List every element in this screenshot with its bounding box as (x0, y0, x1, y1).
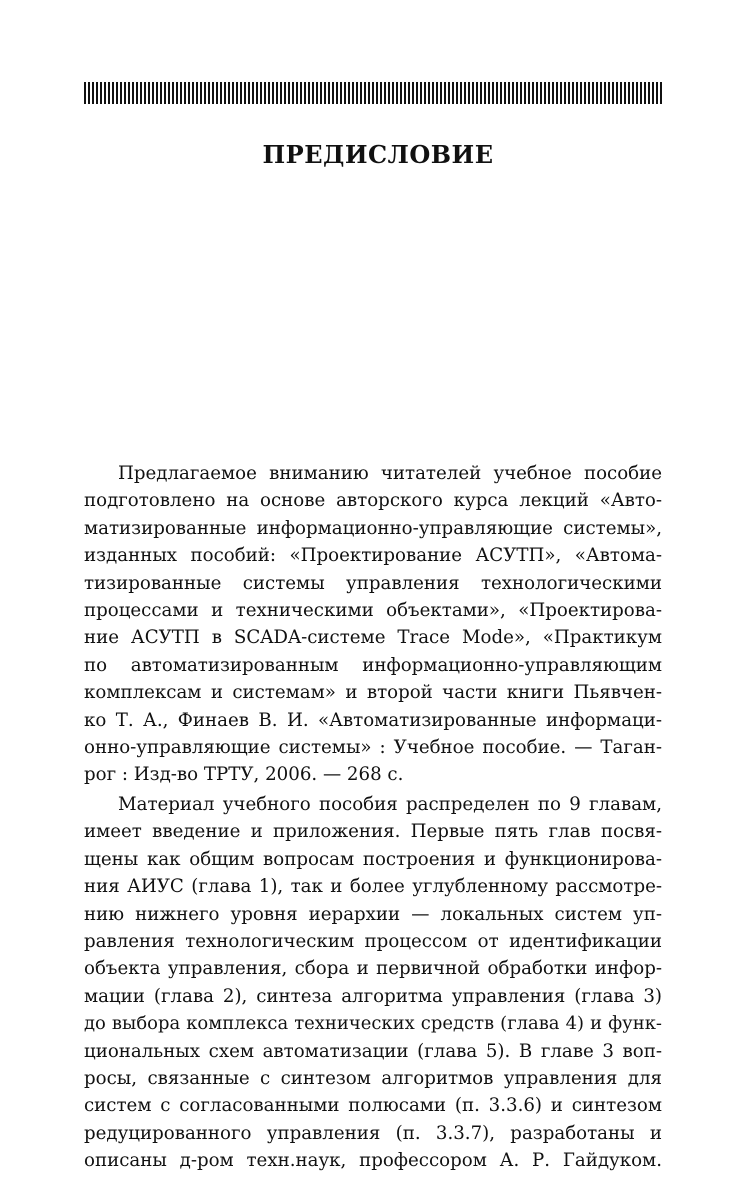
text-line: подготовлено на основе авторского курса лекций «Авто- (84, 490, 662, 512)
paragraph (84, 791, 662, 1175)
text-line: Предлагаемое вниманию читателей учебное пособие (118, 463, 662, 484)
text-line: рог : Изд-во ТРТУ, 2006. — 268 с. (84, 764, 404, 786)
text-line: имеет введение и приложения. Первые пять глав посвя- (84, 821, 662, 843)
text-line: систем с согласованными полюсами (п. 3.3.6) и синтезом (84, 1095, 662, 1117)
text-line: равления технологическим процессом от идентификации (84, 930, 662, 952)
page-title: ПРЕДИСЛОВИЕ (262, 140, 494, 169)
text-line: комплексам и системам» и второй части книги Пьявчен- (84, 682, 662, 704)
text-line: росы, связанные с синтезом алгоритмов управления для (84, 1067, 662, 1089)
text-line: ко Т. А., Финаев В. И. «Автоматизированные информаци- (84, 709, 662, 731)
text-line: щены как общим вопросам построения и функционирова- (84, 848, 662, 870)
text-line: тизированные системы управления технологическими (84, 572, 662, 594)
text-line: объекта управления, сбора и первичной обработки инфор- (84, 958, 662, 980)
text-line: циональных схем автоматизации (глава 5). В главе 3 воп- (84, 1040, 662, 1062)
text-line: ния АИУС (глава 1), так и более углубленному рассмотре- (84, 876, 662, 898)
text-line: матизированные информационно-управляющие системы», (84, 517, 662, 539)
text-line: процессами и техническими объектами», «Проектирова- (84, 600, 662, 622)
paragraph (84, 460, 662, 789)
text-line: Материал учебного пособия распределен по 9 главам, (118, 793, 662, 815)
text-line: ние АСУТП в SCADA-системе Trace Mode», «Практикум (84, 627, 662, 649)
text-line: онно-управляющие системы» : Учебное пособие. — Таган- (84, 737, 662, 759)
text-line: по автоматизированным информационно-управляющим (84, 654, 662, 676)
text-line: мации (глава 2), синтеза алгоритма управления (глава 3) (84, 985, 662, 1007)
text-line: редуцированного управления (п. 3.3.7), разработаны и (84, 1122, 662, 1144)
body-text (84, 460, 662, 1175)
text-line: нию нижнего уровня иерархии — локальных систем уп- (84, 903, 662, 925)
text-line: изданных пособий: «Проектирование АСУТП», «Автома- (84, 545, 662, 567)
text-line: до выбора комплекса технических средств (глава 4) и функ- (84, 1013, 662, 1035)
header-rule (84, 82, 662, 104)
text-line: описаны д-ром техн.наук, профессором А. Р. Гайдуком. (84, 1150, 662, 1172)
